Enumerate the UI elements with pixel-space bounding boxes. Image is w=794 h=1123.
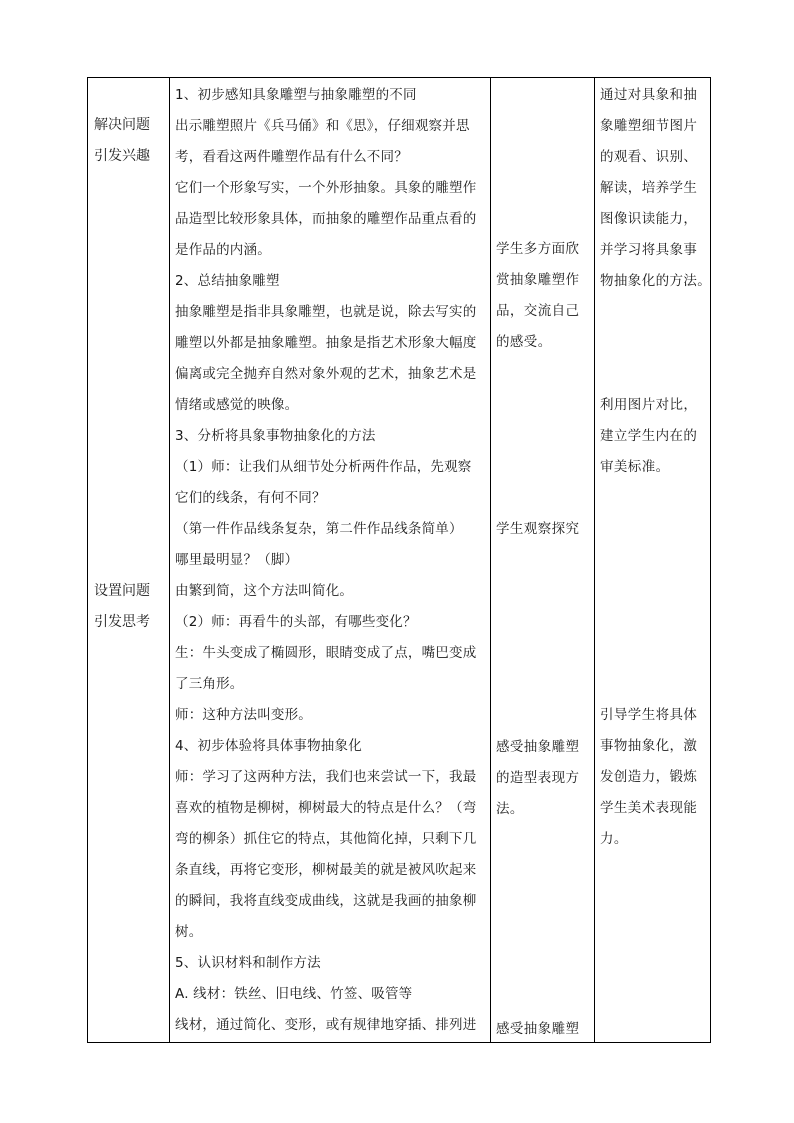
design-intent-line: 解读，培养学生 (600, 180, 698, 196)
design-intent-line: 利用图片对比， (600, 397, 698, 413)
design-intent-column (595, 78, 711, 1043)
content-line: （2）师：再看牛的头部，有哪些变化？ (175, 614, 417, 630)
content-line: 3、分析将具象事物抽象化的方法 (175, 428, 376, 444)
student-activity-line: 学生观察探究 (496, 521, 580, 537)
content-line: 生：牛头变成了椭圆形，眼睛变成了点，嘴巴变成 (175, 645, 477, 661)
content-line: 了三角形。 (175, 676, 244, 692)
phase-label-line: 引发兴趣 (94, 148, 150, 164)
lesson-plan-table (87, 77, 711, 1043)
phase-label (94, 110, 166, 172)
content-line: 哪里最明显？（脚） (175, 552, 299, 568)
phase-label-line: 引发思考 (94, 614, 150, 630)
content-line: 品造型比较形象具体，而抽象的雕塑作品重点看的 (175, 211, 477, 227)
content-line: 1、初步感知具象雕塑与抽象雕塑的不同 (175, 87, 417, 103)
content-line: 师：学习了这两种方法，我们也来尝试一下，我最 (175, 769, 477, 785)
content-line: 的瞬间，我将直线变成曲线，这就是我画的抽象柳 (175, 893, 477, 909)
design-intent-line: 并学习将具象事 (600, 242, 698, 258)
content-line: （1）师：让我们从细节处分析两件作品，先观察 (175, 459, 472, 475)
design-intent-block (600, 80, 712, 297)
student-activity-block (496, 234, 592, 358)
content-line: 线材，通过简化、变形，或有规律地穿插、排列进 (175, 1017, 477, 1033)
content-line: 情绪或感觉的映像。 (175, 397, 299, 413)
student-activity-line: 的造型表现方 (496, 770, 580, 786)
student-activity-line: 品，交流自己 (496, 303, 580, 319)
student-activity-line: 感受抽象雕塑 (496, 1021, 580, 1037)
content-line: 树。 (175, 924, 203, 940)
design-intent-line: 建立学生内在的 (600, 428, 698, 444)
content-line: 是作品的内涵。 (175, 242, 271, 258)
design-intent-line: 的观看、识别、 (600, 149, 698, 165)
content-line: 雕塑以外都是抽象雕塑。抽象是指艺术形象大幅度 (175, 335, 477, 351)
design-intent-line: 象雕塑细节图片 (600, 118, 698, 134)
content-line: 5、认识材料和制作方法 (175, 955, 321, 971)
content-line: 偏离或完全抛弃自然对象外观的艺术，抽象艺术是 (175, 366, 477, 382)
phase-label-line: 设置问题 (94, 583, 150, 599)
design-intent-line: 力。 (600, 831, 628, 847)
design-intent-line: 学生美术表现能 (600, 800, 698, 816)
design-intent-line: 物抽象化的方法。 (600, 273, 712, 289)
content-line: 师：这种方法叫变形。 (175, 707, 312, 723)
design-intent-line: 发创造力，锻炼 (600, 769, 698, 785)
design-intent-line: 引导学生将具体 (600, 707, 698, 723)
content-column (170, 78, 491, 1043)
student-activity-line: 学生多方面欣 (496, 241, 580, 257)
design-intent-line: 图像识读能力， (600, 211, 698, 227)
content-line: 弯的柳条）抓住它的特点，其他简化掉，只剩下几 (175, 831, 477, 847)
student-activity-line: 法。 (496, 801, 524, 817)
content-line: 喜欢的植物是柳树，柳树最大的特点是什么？（弯 (175, 800, 477, 816)
content-line: 考，看看这两件雕塑作品有什么不同？ (175, 149, 408, 165)
content-line: A. 线材：铁丝、旧电线、竹签、吸管等 (175, 986, 413, 1002)
content-line: 由繁到简，这个方法叫简化。 (175, 583, 354, 599)
content-line: 它们的线条，有何不同？ (175, 490, 326, 506)
content-line: 4、初步体验将具体事物抽象化 (175, 738, 362, 754)
content-line: 抽象雕塑是指非具象雕塑，也就是说，除去写实的 (175, 304, 477, 320)
student-activity-block (496, 1014, 592, 1045)
content-line: 2、总结抽象雕塑 (175, 273, 280, 289)
student-activity-column (491, 78, 595, 1043)
phase-label (94, 576, 166, 638)
student-activity-line: 感受抽象雕塑 (496, 739, 580, 755)
student-activity-line: 赏抽象雕塑作 (496, 272, 580, 288)
content-line: 条直线，再将它变形，柳树最美的就是被风吹起来 (175, 862, 477, 878)
phase-label-line: 解决问题 (94, 117, 150, 133)
student-activity-line: 的感受。 (496, 334, 552, 350)
design-intent-block (600, 700, 708, 855)
teaching-content (175, 80, 490, 1041)
design-intent-line: 通过对具象和抽 (600, 87, 698, 103)
design-intent-block (600, 390, 708, 483)
content-line: 它们一个形象写实，一个外形抽象。具象的雕塑作 (175, 180, 477, 196)
design-intent-line: 事物抽象化，激 (600, 738, 698, 754)
design-intent-line: 审美标准。 (600, 459, 670, 475)
student-activity-block (496, 732, 592, 825)
phase-column (88, 78, 170, 1043)
content-line: （第一件作品线条复杂，第二件作品线条简单） (175, 521, 463, 537)
student-activity-block (496, 514, 592, 545)
content-line: 出示雕塑照片《兵马俑》和《思》，仔细观察并思 (175, 118, 470, 134)
